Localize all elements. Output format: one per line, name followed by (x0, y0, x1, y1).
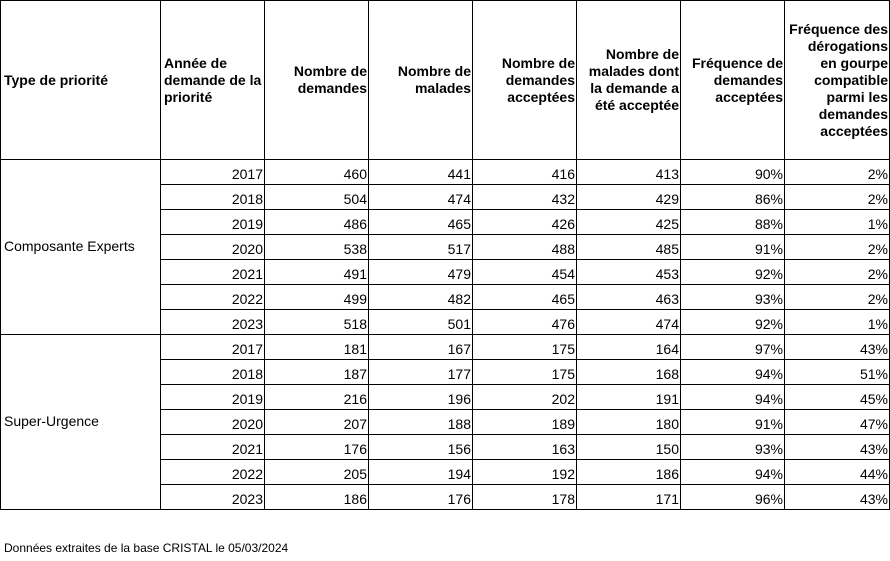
patient-count-cell: 465 (369, 210, 473, 235)
accepted-requests-cell: 175 (473, 360, 577, 385)
accepted-requests-cell: 202 (473, 385, 577, 410)
request-count-cell: 176 (265, 435, 369, 460)
patient-count-cell: 194 (369, 460, 473, 485)
request-count-cell: 504 (265, 185, 369, 210)
accepted-patients-cell: 429 (577, 185, 681, 210)
request-count-cell: 538 (265, 235, 369, 260)
acceptance-rate-cell: 91% (681, 235, 785, 260)
accepted-patients-cell: 425 (577, 210, 681, 235)
request-count-cell: 491 (265, 260, 369, 285)
patient-count-cell: 156 (369, 435, 473, 460)
column-header-patient-count: Nombre de malades (369, 1, 473, 160)
derogation-rate-cell: 2% (785, 235, 890, 260)
patient-count-cell: 176 (369, 485, 473, 510)
acceptance-rate-cell: 94% (681, 460, 785, 485)
priority-type-group-cell: Super-Urgence (1, 335, 161, 510)
source-note: Données extraites de la base CRISTAL le 05/03/2024 (4, 541, 289, 555)
accepted-requests-cell: 465 (473, 285, 577, 310)
patient-count-cell: 474 (369, 185, 473, 210)
column-header-accepted-requests: Nombre de demandes acceptées (473, 1, 577, 160)
acceptance-rate-cell: 88% (681, 210, 785, 235)
acceptance-rate-cell: 94% (681, 385, 785, 410)
accepted-patients-cell: 463 (577, 285, 681, 310)
year-cell: 2019 (161, 385, 265, 410)
patient-count-cell: 167 (369, 335, 473, 360)
year-cell: 2018 (161, 185, 265, 210)
request-count-cell: 499 (265, 285, 369, 310)
header-row (1, 1, 890, 160)
accepted-patients-cell: 180 (577, 410, 681, 435)
request-count-cell: 181 (265, 335, 369, 360)
year-cell: 2018 (161, 360, 265, 385)
column-header-request-year: Année de demande de la priorité (161, 1, 265, 160)
derogation-rate-cell: 2% (785, 160, 890, 185)
acceptance-rate-cell: 96% (681, 485, 785, 510)
year-cell: 2021 (161, 435, 265, 460)
accepted-patients-cell: 191 (577, 385, 681, 410)
patient-count-cell: 517 (369, 235, 473, 260)
accepted-requests-cell: 192 (473, 460, 577, 485)
acceptance-rate-cell: 92% (681, 260, 785, 285)
acceptance-rate-cell: 91% (681, 410, 785, 435)
year-cell: 2021 (161, 260, 265, 285)
accepted-requests-cell: 416 (473, 160, 577, 185)
column-header-priority-type: Type de priorité (1, 1, 161, 160)
patient-count-cell: 479 (369, 260, 473, 285)
derogation-rate-cell: 1% (785, 310, 890, 335)
patient-count-cell: 188 (369, 410, 473, 435)
accepted-patients-cell: 474 (577, 310, 681, 335)
derogation-rate-cell: 2% (785, 285, 890, 310)
accepted-patients-cell: 413 (577, 160, 681, 185)
patient-count-cell: 177 (369, 360, 473, 385)
acceptance-rate-cell: 93% (681, 435, 785, 460)
derogation-rate-cell: 44% (785, 460, 890, 485)
acceptance-rate-cell: 90% (681, 160, 785, 185)
acceptance-rate-cell: 94% (681, 360, 785, 385)
request-count-cell: 205 (265, 460, 369, 485)
accepted-requests-cell: 175 (473, 335, 577, 360)
accepted-requests-cell: 488 (473, 235, 577, 260)
derogation-rate-cell: 2% (785, 185, 890, 210)
acceptance-rate-cell: 92% (681, 310, 785, 335)
acceptance-rate-cell: 97% (681, 335, 785, 360)
derogation-rate-cell: 43% (785, 335, 890, 360)
derogation-rate-cell: 45% (785, 385, 890, 410)
priority-type-group-cell: Composante Experts (1, 160, 161, 335)
year-cell: 2020 (161, 235, 265, 260)
request-count-cell: 216 (265, 385, 369, 410)
accepted-patients-cell: 453 (577, 260, 681, 285)
request-count-cell: 186 (265, 485, 369, 510)
accepted-patients-cell: 186 (577, 460, 681, 485)
accepted-requests-cell: 426 (473, 210, 577, 235)
accepted-requests-cell: 178 (473, 485, 577, 510)
accepted-requests-cell: 189 (473, 410, 577, 435)
request-count-cell: 486 (265, 210, 369, 235)
accepted-patients-cell: 168 (577, 360, 681, 385)
table-row (1, 160, 890, 185)
derogation-rate-cell: 51% (785, 360, 890, 385)
request-count-cell: 187 (265, 360, 369, 385)
column-header-acceptance-rate: Fréquence de demandes acceptées (681, 1, 785, 160)
column-header-accepted-patients: Nombre de malades dont la demande a été acceptée (577, 1, 681, 160)
accepted-requests-cell: 454 (473, 260, 577, 285)
year-cell: 2022 (161, 460, 265, 485)
table-row (1, 335, 890, 360)
year-cell: 2023 (161, 310, 265, 335)
derogation-rate-cell: 2% (785, 260, 890, 285)
column-header-request-count: Nombre de demandes (265, 1, 369, 160)
derogation-rate-cell: 43% (785, 435, 890, 460)
year-cell: 2022 (161, 285, 265, 310)
year-cell: 2017 (161, 335, 265, 360)
accepted-requests-cell: 476 (473, 310, 577, 335)
patient-count-cell: 441 (369, 160, 473, 185)
accepted-patients-cell: 485 (577, 235, 681, 260)
derogation-rate-cell: 47% (785, 410, 890, 435)
accepted-requests-cell: 432 (473, 185, 577, 210)
year-cell: 2019 (161, 210, 265, 235)
year-cell: 2017 (161, 160, 265, 185)
request-count-cell: 460 (265, 160, 369, 185)
year-cell: 2023 (161, 485, 265, 510)
accepted-patients-cell: 164 (577, 335, 681, 360)
table-body (1, 160, 890, 510)
patient-count-cell: 196 (369, 385, 473, 410)
derogation-rate-cell: 1% (785, 210, 890, 235)
accepted-patients-cell: 171 (577, 485, 681, 510)
accepted-patients-cell: 150 (577, 435, 681, 460)
year-cell: 2020 (161, 410, 265, 435)
derogation-rate-cell: 43% (785, 485, 890, 510)
patient-count-cell: 501 (369, 310, 473, 335)
request-count-cell: 207 (265, 410, 369, 435)
patient-count-cell: 482 (369, 285, 473, 310)
acceptance-rate-cell: 93% (681, 285, 785, 310)
request-count-cell: 518 (265, 310, 369, 335)
column-header-compatible-group-derogation-rate: Fréquence des dérogations en gourpe compatible parmi les demandes acceptées (785, 1, 890, 160)
acceptance-rate-cell: 86% (681, 185, 785, 210)
accepted-requests-cell: 163 (473, 435, 577, 460)
